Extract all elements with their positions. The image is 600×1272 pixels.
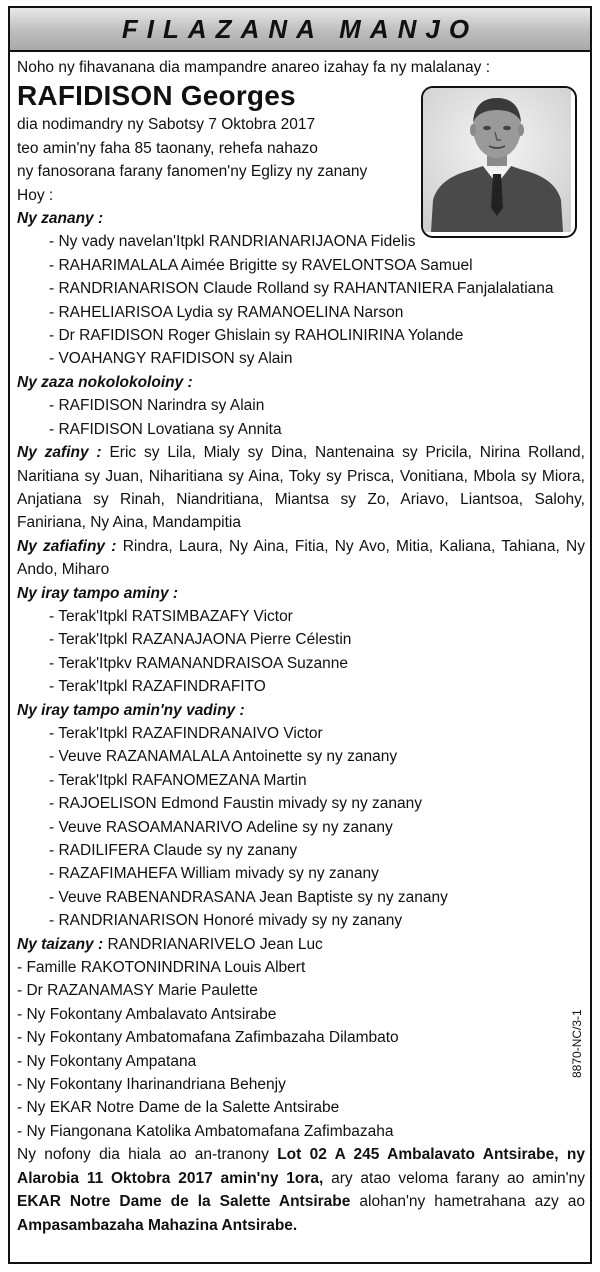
- death-line: dia nodimandry ny Sabotsy 7 Oktobra 2017: [17, 116, 316, 134]
- list-item: - RAHELIARISOA Lydia sy RAMANOELINA Narson: [49, 303, 404, 321]
- closing-address: Lot 02 A 245 Ambalavato Antsirabe, ny Alarobia 11 Oktobra 2017 amin'ny 1ora,: [17, 1146, 585, 1187]
- list-item: - RADILIFERA Claude sy ny zanany: [49, 842, 298, 859]
- list-item: - RAFIDISON Narindra sy Alain: [49, 397, 265, 415]
- section-taizany: [17, 933, 585, 956]
- list-item: - RAFIDISON Lovatiana sy Annita: [49, 420, 282, 438]
- list-item: - Ny vady navelan'Itpkl RANDRIANARIJAONA Fidelis: [49, 233, 416, 251]
- list-item: - Ny Fiangonana Katolika Ambatomafana Zafimbazaha: [17, 1122, 394, 1140]
- list-item: - Terak'Itpkv RAMANANDRAISOA Suzanne: [49, 654, 349, 672]
- portrait-photo-icon: [423, 88, 571, 232]
- section-heading-zaza: Ny zaza nokolokoloiny :: [17, 373, 193, 391]
- notice-frame: [8, 6, 592, 1264]
- list-item: - VOAHANGY RAFIDISON sy Alain: [49, 350, 293, 368]
- section-zafiafiny: [17, 535, 585, 582]
- list-item: - Terak'Itpkl RAZAFINDRAFITO: [49, 678, 266, 696]
- list-item: - Ny EKAR Notre Dame de la Salette Antsirabe: [17, 1099, 340, 1117]
- section-heading-zafiny: Ny zafiny :: [17, 444, 102, 462]
- list-item: - RAZAFIMAHEFA William mivady sy ny zanany: [49, 865, 379, 883]
- section-zafiny: [17, 441, 585, 535]
- portrait-photo: [421, 86, 577, 238]
- list-item: - RAHARIMALALA Aimée Brigitte sy RAVELONTSOA Samuel: [49, 256, 473, 274]
- list-item: - Ny Fokontany Ambalavato Antsirabe: [17, 1005, 277, 1023]
- list-item: - RANDRIANARISON Honoré mivady sy ny zanany: [49, 912, 403, 930]
- list-item: - Ny Fokontany Iharinandriana Behenjy: [17, 1076, 286, 1094]
- list-item: - Terak'Itpkl RAFANOMEZANA Martin: [49, 771, 307, 789]
- list-item: - Veuve RABENANDRASANA Jean Baptiste sy ny zanany: [49, 888, 448, 906]
- section-heading-iray-tampo-vady: Ny iray tampo amin'ny vadiny :: [17, 701, 245, 719]
- list-item: - Dr RAFIDISON Roger Ghislain sy RAHOLINIRINA Yolande: [49, 327, 464, 345]
- list-item: - Famille RAKOTONINDRINA Louis Albert: [17, 959, 306, 977]
- notice-header: [10, 8, 590, 52]
- list-item: - Ny Fokontany Ampatana: [17, 1052, 197, 1070]
- list-item: - RANDRIANARISON Claude Rolland sy RAHANTANIERA Fanjalalatiana: [49, 280, 554, 298]
- deceased-name: RAFIDISON Georges: [17, 80, 296, 112]
- section-heading-zanany: Ny zanany :: [17, 210, 104, 228]
- notice-body: [17, 56, 585, 1237]
- closing-burial-place: Ampasambazaha Mahazina Antsirabe.: [17, 1216, 298, 1234]
- list-item: - RAJOELISON Edmond Faustin mivady sy ny zanany: [49, 795, 423, 813]
- death-line: ny fanosorana farany fanomen'ny Eglizy ny zanany: [17, 163, 368, 181]
- closing-church: EKAR Notre Dame de la Salette Antsirabe: [17, 1193, 351, 1211]
- section-heading-zafiafiny: Ny zafiafiny :: [17, 537, 117, 555]
- list-item: - Dr RAZANAMASY Marie Paulette: [17, 982, 258, 1000]
- death-line: teo amin'ny faha 85 taonany, rehefa nahazo: [17, 139, 318, 157]
- intro-text: Noho ny fihavanana dia mampandre anareo izahay fa ny malalanay :: [17, 59, 491, 76]
- list-item: - Veuve RASOAMANARIVO Adeline sy ny zanany: [49, 818, 393, 836]
- closing-paragraph: [17, 1143, 585, 1237]
- zafiafiny-list: Rindra, Laura, Ny Aina, Fitia, Ny Avo, Mitia, Kaliana, Tahiana, Ny Ando, Miharo: [17, 537, 586, 579]
- closing-text: ary atao veloma farany ao amin'ny: [323, 1169, 585, 1187]
- zafiny-list: Eric sy Lila, Mialy sy Dina, Nantenaina sy Pricila, Nirina Rolland, Naritiana sy Juan, Niharitiana sy Aina, Toky sy Prisca, Vonitiana, Mbola sy Miora, Anjatiana sy Rinah, Niandritiana, Miantsa sy Zo, Ariavo, Liantsoa, Salohy, Faniriana, Ny Aina, Mandampitia: [17, 444, 585, 532]
- reference-code: 8870-NC/3-1: [570, 1009, 584, 1078]
- closing-text: alohan'ny hametrahana azy ao: [350, 1193, 585, 1211]
- list-item: - Terak'Itpkl RATSIMBAZAFY Victor: [49, 607, 293, 625]
- section-heading-iray-tampo: Ny iray tampo aminy :: [17, 584, 179, 602]
- closing-text: Ny nofony dia hiala ao an-tranony: [17, 1146, 278, 1164]
- section-heading-taizany: Ny taizany :: [17, 935, 104, 953]
- list-item: - Veuve RAZANAMALALA Antoinette sy ny zanany: [49, 748, 398, 766]
- taizany-first: RANDRIANARIVELO Jean Luc: [107, 935, 323, 953]
- death-line: Hoy :: [17, 186, 54, 204]
- notice-title: FILAZANA MANJO: [121, 14, 479, 44]
- list-item: - Ny Fokontany Ambatomafana Zafimbazaha Dilambato: [17, 1029, 399, 1047]
- list-item: - Terak'Itpkl RAZAFINDRANAIVO Victor: [49, 724, 323, 742]
- list-item: - Terak'Itpkl RAZANAJAONA Pierre Célestin: [49, 631, 352, 649]
